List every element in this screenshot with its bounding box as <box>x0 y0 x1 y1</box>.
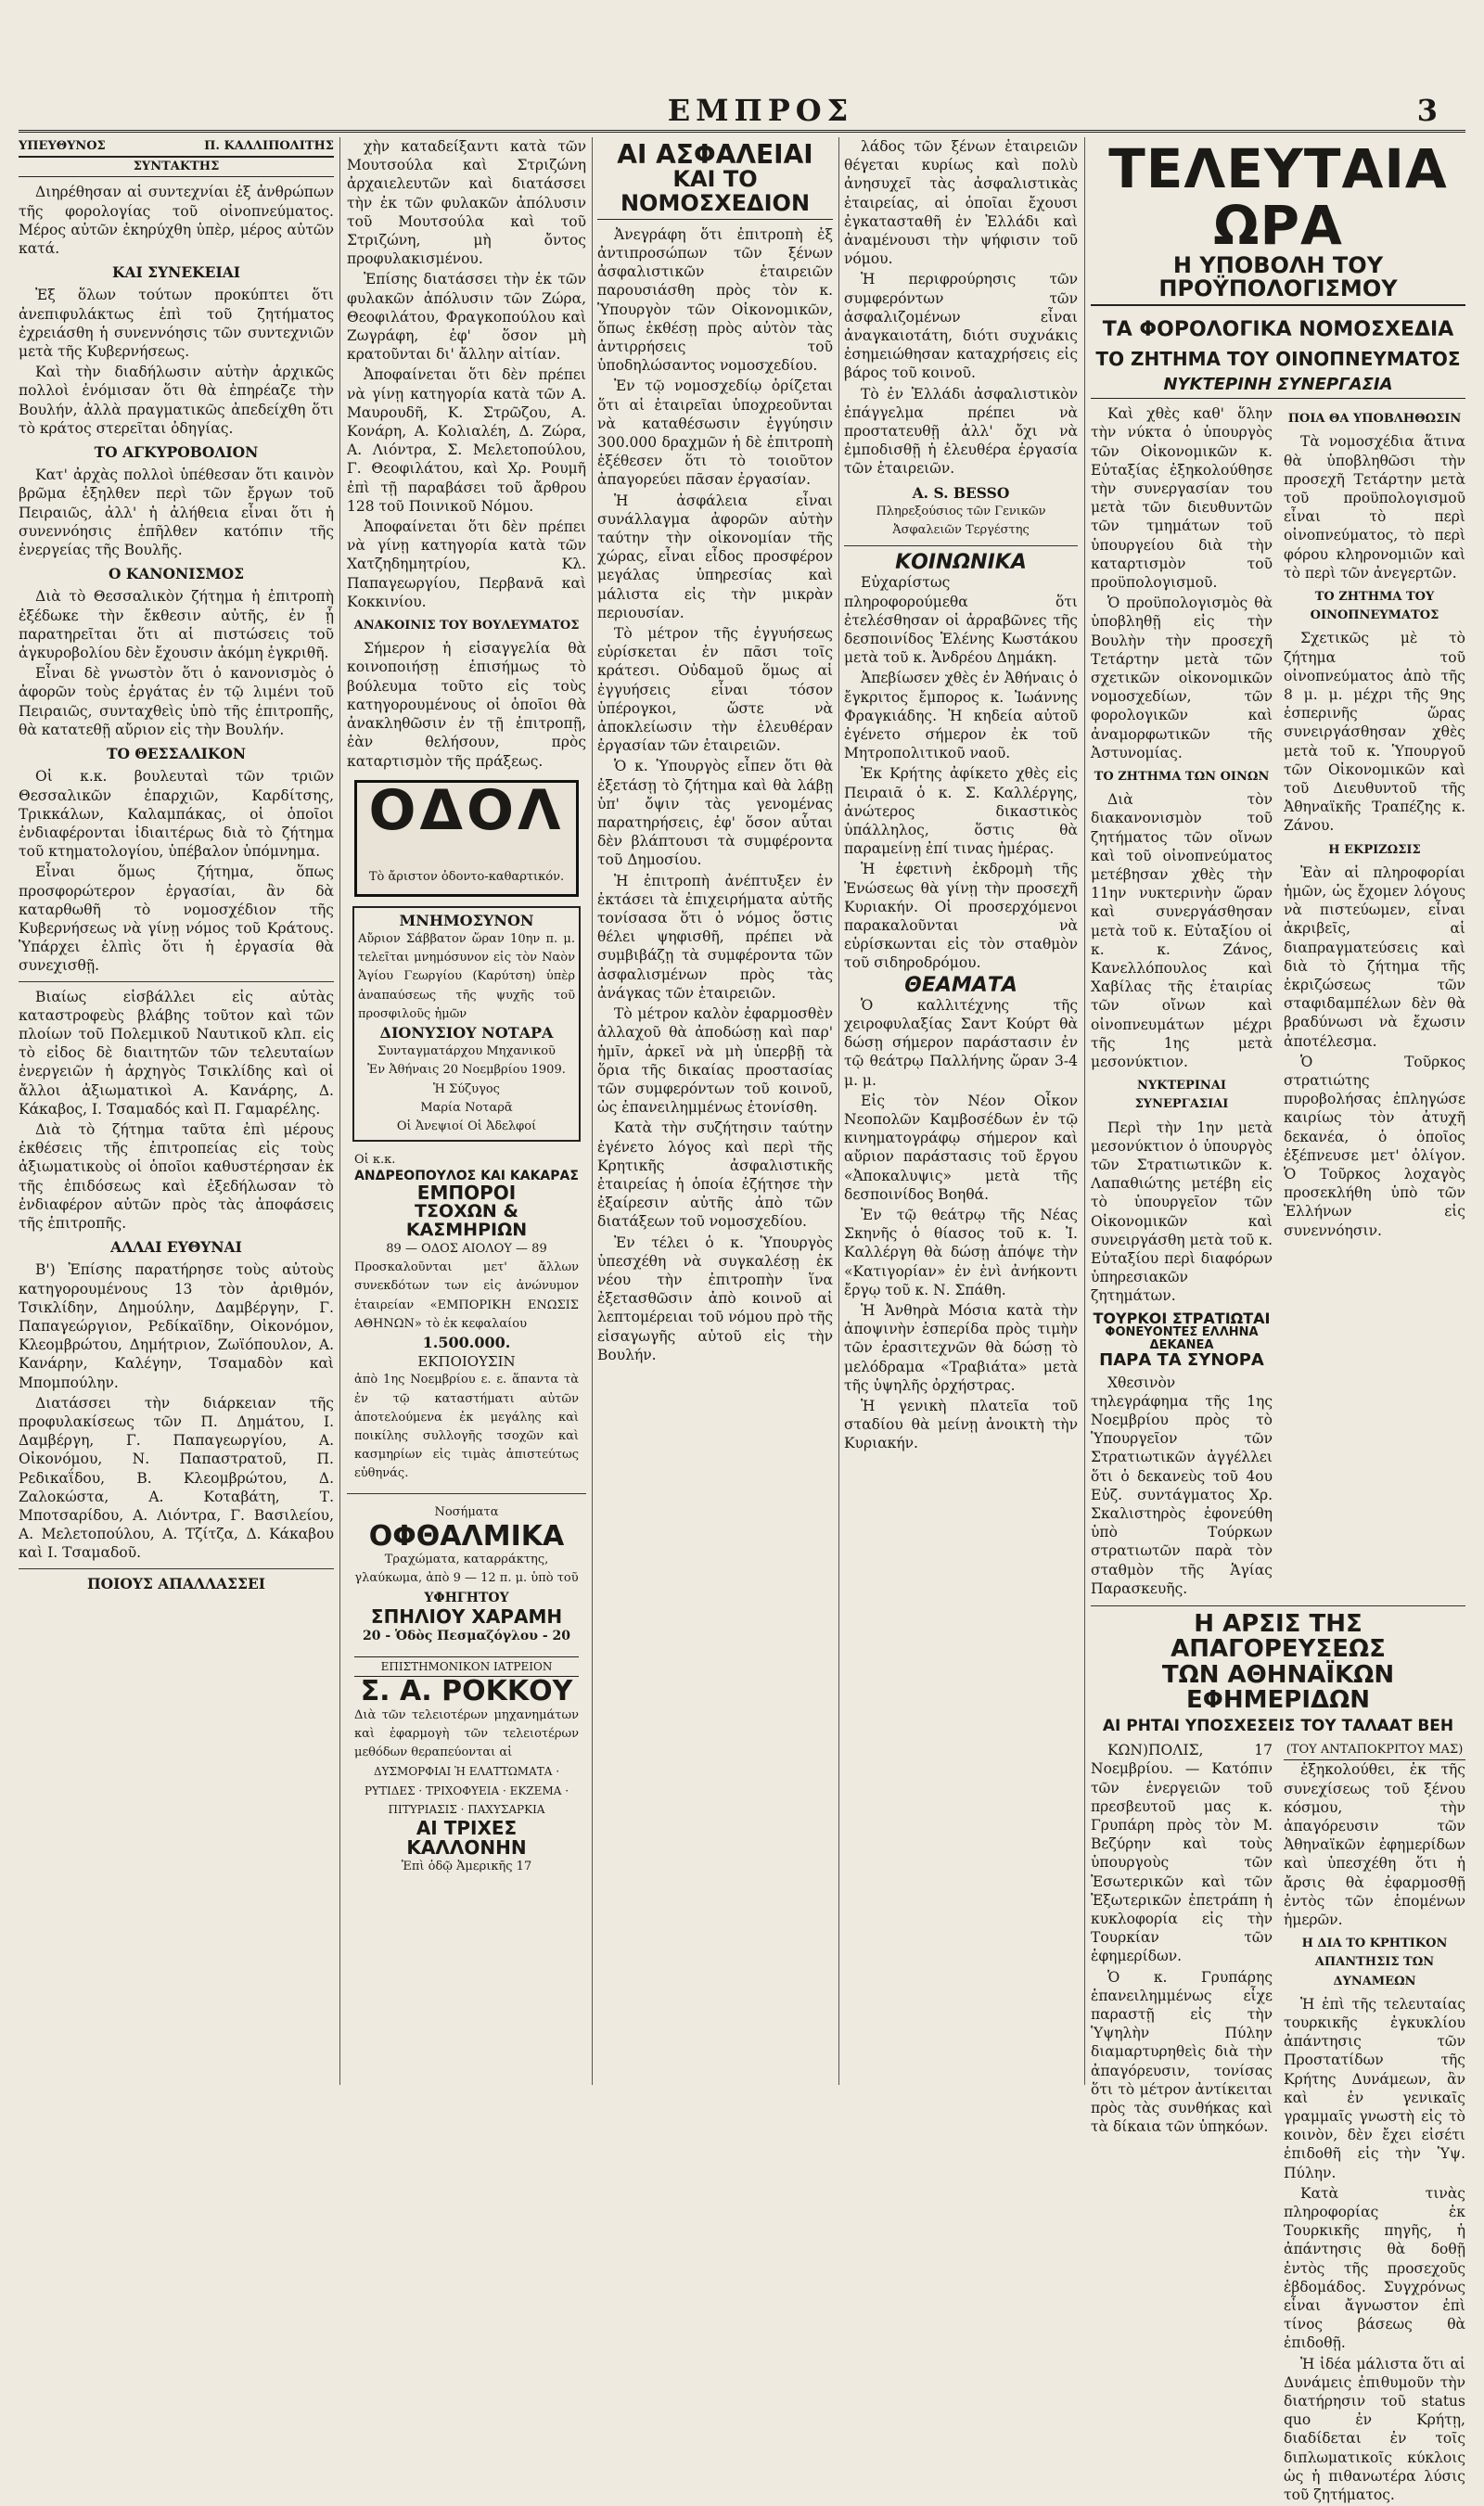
section-heading: ΤΟΥΡΚΟΙ ΣΤΡΑΤΙΩΤΑΙ <box>1093 1309 1271 1327</box>
cloth-advertisement <box>352 1149 581 1485</box>
memorial-text: Αὔριον Σάββατον ὥραν 10ην π. μ. τελεῖται μνημόσυνον εἰς τὸν Ναὸν Ἁγίου Γεωργίου (Καρύτση) ὑπὲρ ἀναπαύσεως τῆς ψυχῆς τοῦ προσφιλοῦς ἡμῶν <box>358 931 575 1021</box>
left-subcolumn <box>1091 1741 1273 2506</box>
left-subcolumn <box>1091 404 1273 1600</box>
paragraph: Διηρέθησαν αἱ συντεχνίαι ἐξ ἀνθρώπων τῆς φορολογίας τοῦ οἰνοπνεύματος. Μέρος αὐτῶν ἐκηρύχθη ὑπὲρ, μέρος αὐτῶν κατά. <box>19 184 334 258</box>
paragraph: Εἶναι δὲ γνωστὸν ὅτι ὁ κανονισμὸς ὁ ἀφορῶν τοὺς ἐργάτας ἐν τῷ λιμένι τοῦ Πειραιῶς, συνταχθεὶς ὑπὸ τῆς ἐπιτροπῆς, θὰ κατατεθῇ αὔριον εἰς τὴν Βουλήν. <box>19 665 334 738</box>
ad-heading: ΕΜΠΟΡΟΙ <box>416 1182 517 1205</box>
paragraph: Ἐν τῷ θεάτρῳ τῆς Νέας Σκηνῆς ὁ θίασος τοῦ κ. Ἰ. Καλλέργη θὰ δώσῃ ἀπόψε τὴν «Κατιγορίαν» ἐν ἑνὶ ἀνήκοντι ἔργῳ τοῦ κ. Ν. Σπάθη. <box>844 1206 1078 1298</box>
article-subheadline: ΑΙ ΡΗΤΑΙ ΥΠΟΣΧΕΣΕΙΣ ΤΟΥ ΤΑΛΑΑΤ ΒΕΗ <box>1102 1717 1454 1736</box>
paragraph: Κατὰ τὴν συζήτησιν ταύτην ἐγένετο λόγος καὶ περὶ τῆς Κρητικῆς ἀσφαλιστικῆς ἑταιρείας ἡ ὁποία ἐζήτησε τὴν ἐξαίρεσιν αὐτῆς ἀπὸ τῶν διατάξεων τοῦ νομοσχεδίου. <box>597 1119 833 1231</box>
paragraph: Βιαίως εἰσβάλλει εἰς αὐτὰς καταστροφεὺς βλάβης τοῦτον καὶ τῶν πλοίων τοῦ Πολεμικοῦ Ναυτικοῦ κλπ. εἰς τὸ εἰδος δὲ διαιτητῶν τῶν τελευταίων ἐνεργειῶν ἡ ἀρχηγὸς Τσικλίδης καὶ οἱ ἄλλοι ἀξιωματικοὶ Α. Κανάρης, Δ. Κάκαβος, Ι. Τσαμαδός καὶ Π. Γαμαρέλης. <box>19 988 334 1118</box>
ad-text: ἀπὸ 1ης Νοεμβρίου ε. ε. ἅπαντα τὰ ἐν τῷ καταστήματι αὐτῶν ἀποτελούμενα ἐκ μεγάλης καὶ ποικίλης συλλογῆς τσοχῶν καὶ κασμηρίων εἰς τιμὰς ἀπιστεύτως εὐθηνάς. <box>354 1373 579 1481</box>
paragraph: Διὰ τὸ ζήτημα ταῦτα ἐπὶ μέρους ἐκθέσεις τῆς ἐπιτροπείας εἰς τοὺς ἀξιωματικοὺς οἱ ὁποῖοι καθυστέρησαν ἐκ τῆς ἐπιδόσεως καὶ ἐξεδήλωσαν τὸ ἐνδιαφέρον αὐτῶν πρὸς τὰς ἀποφάσεις τῆς ἐπιτροπῆς. <box>19 1120 334 1232</box>
section-heading: ΤΟ ΖΗΤΗΜΑ ΤΟΥ ΟΙΝΟΠΝΕΥΜΑΤΟΣ <box>1310 589 1439 623</box>
article-headline: ΚΑΙ ΤΟ ΝΟΜΟΣΧΕΔΙΟΝ <box>597 168 833 219</box>
editor-role: ΣΥΝΤΑΚΤΗΣ <box>19 158 334 177</box>
paragraph: Ὁ κ. Γρυπάρης ἐπανειλημμένως εἶχε παραστῇ εἰς τὴν Ὑψηλὴν Πύλην διαμαρτυρηθεὶς διὰ τὴν ἀπαγόρευσιν, τονίσας ὅτι τὸ μέτρον ἀντίκειται πρὸς τὰς συνθήκας καὶ τὰ δίκαια τῶν ὑπηκόων. <box>1091 1968 1273 2136</box>
section-heading: ΘΕΑΜΑΤΑ <box>904 973 1017 997</box>
paragraph: Ἀνεγράφη ὅτι ἐπιτροπὴ ἐξ ἀντιπροσώπων τῶν ξένων ἀσφαλιστικῶν ἑταιρειῶν παρουσιάσθη πρὸς τὸν κ. Ὑπουργὸν τῶν Οἰκονομικῶν, ὅπως ἐκθέσῃ πρὸς αὐτὸν τὰς ἀντιρρήσεις τοῦ ὑποδηλώσαντος νομοσχεδίου. <box>597 225 833 375</box>
paragraph: Ἀποφαίνεται ὅτι δὲν πρέπει νὰ γίνῃ κατηγορία κατὰ τῶν Χατζηδημητρίου, Κλ. Παπαγεωργίου, Περβανᾶ καὶ Κοκκινίου. <box>347 518 586 610</box>
paragraph: Ἀποφαίνεται ὅτι δὲν πρέπει νὰ γίνῃ κατηγορία κατὰ τῶν Α. Μαυρουδῆ, Κ. Στρῶζου, Α. Κονάρη, Α. Κολιαλέη, Δ. Ζώρα, Α. Λιόντρα, Σ. Μελετοπούλου, Γ. Θεοφιλάτου, καὶ Χρ. Ρουμῆ ἐπὶ τῇ παραβάσει τοῦ ἄρθρου 128 τοῦ Ποινικοῦ Νόμου. <box>347 366 586 515</box>
section-heading: ΤΟ ΖΗΤΗΜΑ ΤΩΝ ΟΙΝΩΝ <box>1094 770 1270 784</box>
section-heading: ΚΟΙΝΩΝΙΚΑ <box>895 551 1027 575</box>
eye-clinic-advertisement <box>352 1502 581 1648</box>
paragraph: Εἰς τὸν Νέον Οἶκον Νεοπολῶν Καμβοσέδων ἐν τῷ κινηματογράφῳ σήμερον καὶ αὔριον παράστασις τοῦ ἔργου «Ἀποκαλυψις» μετὰ τῆς δεσποινίδος Βοηθά. <box>844 1092 1078 1203</box>
paragraph: Σήμερον ἡ εἰσαγγελία θὰ κοινοποιήσῃ ἐπισήμως τὸ βούλευμα τοῦτο εἰς τοὺς κατηγορουμένους οἱ ὁποῖοι θὰ ἀνακληθῶσιν ἐν τῇ ἐπιτροπῇ, ἐὰν θελήσουν, πρὸς καταρτισμὸν τῆς πράξεως. <box>347 640 586 770</box>
ad-heading: ΕΠΙΣΤΗΜΟΝΙΚΟΝ ΙΑΤΡΕΙΟΝ <box>354 1656 579 1677</box>
memorial-signature: Ἡ Σύζυγος <box>433 1081 500 1096</box>
paragraph: Οἱ κ.κ. βουλευταὶ τῶν τριῶν Θεσσαλικῶν ἐπαρχιῶν, Καρδίτσης, Τρικκάλων, Καλαμπάκας, οἱ ὁποῖοι ἐνδιαφέρονται ἰδιαιτέρως διὰ τὸ ζήτημα τοῦ κτηματολογίου, ὑπέβαλον ὑπόμνημα. <box>19 768 334 861</box>
memorial-notice <box>352 906 581 1142</box>
main-headline: ΤΕΛΕΥΤΑΙΑ ΩΡΑ <box>1108 137 1448 257</box>
memorial-name: ΔΙΟΝΥΣΙΟΥ ΝΟΤΑΡΑ <box>379 1023 554 1042</box>
divider <box>19 1568 334 1569</box>
correspondent-credit: (ΤΟΥ ΑΝΤΑΠΟΚΡΙΤΟΥ ΜΑΣ) <box>1284 1741 1465 1760</box>
paragraph: Καὶ τὴν διαδήλωσιν αὐτὴν ἀρχικῶς πολλοὶ ἐνόμισαν ὅτι θὰ ἐπηρέαζε τὴν Βουλήν, ἀλλὰ πραγματικῶς ἀπεδείχθη ὅτι τὸ κράτος στερεῖται ὁδηγίας. <box>19 364 334 437</box>
paragraph: Ἐὰν αἱ πληροφορίαι ἡμῶν, ὡς ἔχομεν λόγους νὰ πιστεύωμεν, εἶναι ἀκριβεῖς, αἱ διαπραγματεύσεις καὶ διὰ τὸ ζήτημα τῆς ἐκριζώσεως τῶν σταφιδαμπέλων δὲν θὰ βραδύνωσι νὰ ἔχωσιν ἀποτέλεσμα. <box>1284 863 1465 1050</box>
ad-text: Διὰ τῶν τελειοτέρων μηχανημάτων καὶ ἐφαρμογὴ τῶν τελειοτέρων μεθόδων θεραπεύονται αἱ <box>354 1707 579 1760</box>
paragraph: Διατάσσει τὴν διάρκειαν τῆς προφυλακίσεως τῶν Π. Δημάτου, Ι. Δαμβέργη, Γ. Παπαγεωργίου, Α. Οἰκονόμου, Ν. Παπαστρατοῦ, Π. Ρεδικαΐδου, Β. Κλεομβρώτου, Δ. Ζαλοκώστα, Α. Κοταβάτη, Τ. Μποτσαρίδου, Α. Λιόντρα, Γ. Βασιλείου, Α. Μελετοπούλου, Α. Τζίτζα, Δ. Κάκαβου καὶ Ι. Τσαμαδοῦ. <box>19 1394 334 1562</box>
article-headline: ΤΩΝ ΑΘΗΝΑΪΚΩΝ ΕΦΗΜΕΡΙΔΩΝ <box>1161 1660 1395 1714</box>
section-heading: ΝΥΚΤΕΡΙΝΑΙ ΣΥΝΕΡΓΑΣΙΑΙ <box>1134 1079 1229 1112</box>
editor-line <box>19 137 334 158</box>
memorial-date: Ἐν Ἀθήναις 20 Νοεμβρίου 1909. <box>367 1063 566 1078</box>
article-headline: Η ΑΡΣΙΣ ΤΗΣ ΑΠΑΓΟΡΕΥΣΕΩΣ <box>1171 1610 1386 1664</box>
section-heading: ΤΟ ΘΕΣΣΑΛΙΚΟΝ <box>106 745 247 763</box>
paragraph: Ἡ ἐφετινὴ ἐκδρομὴ τῆς Ἐνώσεως θὰ γίνῃ τὴν προσεχῆ Κυριακήν. Οἱ προσερχόμενοι παρακαλοῦνται νὰ εὑρίσκωνται εἰς τὸν σταθμὸν τοῦ σιδηροδρόμου. <box>844 861 1078 972</box>
memorial-signature: Μαρία Νοταρᾶ <box>420 1100 513 1115</box>
ad-address: Ἐπὶ ὁδῷ Ἀμερικῆς 17 <box>401 1859 532 1873</box>
odol-advertisement <box>354 777 579 897</box>
section-heading: ΠΑΡΑ ΤΑ ΣΥΝΟΡΑ <box>1099 1349 1264 1370</box>
ad-heading: Σ. Α. ΡΟΚΚΟΥ <box>360 1675 573 1708</box>
paragraph: Ὁ Τοῦρκος στρατιώτης πυροβολήσας ἐπληγώσε καιρίως τὸν ἀτυχῆ δεκανέα, ὁ ὁποῖος ἐξέπνευσε μετ' ὀλίγον. Ὁ Τοῦρκος λοχαγὸς προσεκλήθη ὑπὸ τῶν Ἑλλήνων εἰς συνεννόησιν. <box>1284 1053 1465 1239</box>
section-heading: ΤΟ ΑΓΚΥΡΟΒΟΛΙΟΝ <box>94 443 259 462</box>
paragraph: Τὸ μέτρον τῆς ἐγγυήσεως εὑρίσκεται ἐν πᾶσι τοῖς κράτεσι. Οὐδαμοῦ ὅμως αἱ ἐγγυήσεις εἶναι τόσον ὑπέρογκοι, ὥστε νὰ ἀποκλείωσιν τὴν ἐλευθέραν ἐργασίαν τῶν ἑταιρειῶν. <box>597 625 833 755</box>
paragraph: Ἡ ἰδέα μάλιστα ὅτι αἱ Δυνάμεις ἐπιθυμοῦν τὴν διατήρησιν τοῦ status quo ἐν Κρήτῃ, διαδίδεται ἐν τοῖς διπλωματικοῖς κύκλοις ὡς ἡ πιθανωτέρα λύσις τοῦ ζητήματος. <box>1284 2355 1465 2504</box>
sub-headline: ΤΟ ΖΗΤΗΜΑ ΤΟΥ ΟΙΝΟΠΝΕΥΜΑΤΟΣ <box>1095 348 1461 371</box>
section-heading: Ο ΚΑΝΟΝΙΣΜΟΣ <box>108 565 245 583</box>
paragraph: Τὰ νομοσχέδια ἅτινα θὰ ὑποβληθῶσι τὴν προσεχῆ Τετάρτην μετὰ τοῦ προϋπολογισμοῦ εἶναι τὸ περὶ οἰνοπνεύματος, τὸ περὶ φόρου κληρονομιῶν καὶ τὸ περὶ τῶν ἀνεγερτῶν. <box>1284 433 1465 582</box>
column-1 <box>19 137 334 2085</box>
ad-text: Προσκαλοῦνται μετ' ἄλλων συνεκδότων των εἰς ἀνώνυμον ἑταιρείαν «ΕΜΠΟΡΙΚΗ ΕΝΩΣΙΣ ΑΘΗΝΩΝ» τὸ ἐκ κεφαλαίου <box>354 1260 579 1331</box>
memorial-signature: Οἱ Ἀνεψιοί Οἱ Ἀδελφοί <box>396 1119 537 1133</box>
paragraph: Β') Ἐπίσης παρατήρησε τοὺς αὐτοὺς κατηγορουμένους 13 τὸν ἀριθμόν, Τσικλίδην, Δημούλην, Δαμβέργην, Γ. Παπαγεώργιον, Ρεδίκαϊδην, Οἰκονόμον, Κλεομβρώτου, Δημήτριον, Ζωϊόπουλον, Α. Κανάρην, Καλέγην, Τσαμαδὸν καὶ Μπομπούλην. <box>19 1261 334 1391</box>
ad-text: Τραχώματα, καταρράκτης, γλαύκωμα, ἀπὸ 9 — 12 π. μ. ὑπὸ τοῦ <box>354 1553 579 1586</box>
ad-heading: ΟΦΘΑΛΜΙΚΑ <box>368 1519 565 1553</box>
editor-name: Π. ΚΑΛΛΙΠΟΛΙΤΗΣ <box>204 139 334 153</box>
paragraph: Καὶ χθὲς καθ' ὅλην τὴν νύκτα ὁ ὑπουργὸς τῶν Οἰκονομικῶν κ. Εὐταξίας ἐξηκολούθησε τὴν συνεργασίαν του μετὰ τῶν διευθυντῶν τῶν τμημάτων τοῦ ὑπουργείου διὰ τὴν καταρτισμὸν τοῦ προϋπολογισμοῦ. <box>1091 405 1273 591</box>
section-heading: ΚΑΙ ΣΥΝΕΚΕΙΑΙ <box>112 263 240 282</box>
ad-text: Οἱ κ.κ. <box>354 1153 396 1168</box>
two-column-block <box>1091 404 1465 1600</box>
paragraph: Χθεσινὸν τηλεγράφημα τῆς 1ης Νοεμβρίου πρὸς τὸ Ὑπουργεῖον τῶν Στρατιωτικῶν ἀγγέλλει ὅτι ὁ δεκανεὺς τοῦ 4ου Εὐζ. συντάγματος Χρ. Σκαλιστηρὸς ἐφονεύθη ὑπὸ Τούρκων στρατιωτῶν παρὰ τὸν σταθμὸν τῆς Ἁγίας Παρασκευῆς. <box>1091 1374 1273 1597</box>
section-heading: ΦΟΝΕΥΟΝΤΕΣ ΕΛΛΗΝΑ ΔΕΚΑΝΕΑ <box>1105 1325 1259 1353</box>
ad-heading: ΥΦΗΓΗΤΟΥ <box>424 1590 509 1605</box>
editor-label: ΥΠΕΥΘΥΝΟΣ <box>19 139 106 153</box>
ad-text: Νοσήματα <box>434 1504 499 1519</box>
column-2 <box>347 137 586 2085</box>
paragraph: χὴν καταδείξαντι κατὰ τῶν Μουτσούλα καὶ Στριζώνη ἀρχαιελευτῶν καὶ διατάσσει τὴν ἐκ τῶν φυλακῶν ἀπόλυσιν τοῦ Μουτσούλα καὶ τοῦ Στριζώνη, μὴ ὄντος προφυλακισμένου. <box>347 138 586 268</box>
odol-slogan: Τὸ ἄριστον ὀδοντο-καθαρτικόν. <box>368 869 565 884</box>
paragraph: Ἡ ἀσφάλεια εἶναι συνάλλαγμα ἀφορῶν αὐτὴν ταύτην τὴν οἰκονομίαν τῆς χώρας, εἶναι εἶδος προσφέρον μεγάλας ὑπηρεσίας καὶ μάλιστα εἰς τὴν μικρὰν περιουσίαν. <box>597 492 833 621</box>
paragraph: Ἀπεβίωσεν χθὲς ἐν Ἀθήναις ὁ ἔγκριτος ἔμπορος κ. Ἰωάννης Φραγκιάδης. Ἡ κηδεία αὐτοῦ ἐγένετο σήμερον ἐκ τοῦ Μητροπολιτικοῦ ναοῦ. <box>844 670 1078 762</box>
paragraph: Ἐξ ὅλων τούτων προκύπτει ὅτι ἀνεπιφυλάκτως ἐπὶ τοῦ ζητήματος ἐχρειάσθη ἡ συνεννόησις τῶν συντεχνιῶν μετὰ τῆς Κυβερνήσεως. <box>19 287 334 361</box>
signature-role: Πληρεξούσιος τῶν Γενικῶν Ἀσφαλειῶν Τεργέστης <box>876 504 1046 538</box>
page-number: 3 <box>1416 93 1438 128</box>
paragraph: Ὁ προϋπολογισμὸς θὰ ὑποβληθῇ εἰς τὴν Βουλὴν τὴν προσεχῆ Τετάρτην μετὰ τῶν σχετικῶν οἰκονομικῶν νομοσχεδίων, τῶν φορολογικῶν καὶ ἀναμορφωτικῶν τῆς Ἀστυνομίας. <box>1091 595 1273 761</box>
signature-name: A. S. BESSO <box>912 483 1010 502</box>
ad-address: 89 — ΟΔΟΣ ΑΙΟΛΟΥ — 89 <box>386 1241 547 1256</box>
right-subcolumn <box>1284 1741 1465 2506</box>
ad-heading: ΑΝΔΡΕΟΠΟΥΛΟΣ ΚΑΙ ΚΑΚΑΡΑΣ <box>354 1169 579 1184</box>
ad-address: 20 - Ὁδὸς Πεσμαζόγλου - 20 <box>362 1628 571 1643</box>
section-heading: Η ΕΚΡΙΖΩΣΙΣ <box>1328 842 1421 857</box>
paragraph: Ἡ γενικὴ πλατεῖα τοῦ σταδίου θὰ μείνῃ ἀνοικτὴ τὴν Κυριακήν. <box>844 1397 1078 1452</box>
paragraph: Τὸ μέτρον καλὸν ἐφαρμοσθὲν ἀλλαχοῦ θὰ ἀποδώσῃ καὶ παρ' ἡμῖν, ἀρκεῖ νὰ μὴ ὑπερβῇ τὰ ὅρια τῆς δικαίας προστασίας τῶν συμφερόντων τοῦ κοινοῦ, ὡς ἐπανειλημμένως ἐτονίσθη. <box>597 1005 833 1117</box>
ad-heading: ΤΣΟΧΩΝ & ΚΑΣΜΗΡΙΩΝ <box>405 1201 528 1240</box>
two-column-block <box>1091 1741 1465 2506</box>
paragraph: Ἐκ Κρήτης ἀφίκετο χθὲς εἰς Πειραιᾶ ὁ κ. Σ. Καλλέργης, ἀνώτερος δικαστικὸς ὑπάλληλος, ὅστις θὰ παραμείνῃ ἐπί τινας ἡμέρας. <box>844 765 1078 858</box>
divider <box>1091 1605 1465 1606</box>
article-headline: ΑΙ ΑΣΦΑΛΕΙΑΙ <box>617 139 813 170</box>
paragraph: Ἡ ἐπιτροπὴ ἀνέπτυξεν ἐν ἐκτάσει τὰ ἐπιχειρήματα αὐτῆς τονίσασα ὅτι ὁ νόμος ὅστις θέλει ψηφισθῆ, πρέπει νὰ συμβιβάζῃ τὰ συμφέροντα τῶν ἀσφαλισμένων πρὸς τὰς ἀνάγκας τῶν ἑταιρειῶν. <box>597 872 833 1002</box>
ad-heading: ΕΚΠΟΙΟΥΣΙΝ <box>417 1353 516 1371</box>
paragraph: Κατ' ἀρχὰς πολλοὶ ὑπέθεσαν ὅτι καινὸν βρῶμα ἐξηλθεν περὶ τῶν ἔργων τοῦ Πειραιῶς, ἀλλ' ἡ ἀλήθεια εἶναι ὅτι ἡ συνεννόησις ἐπῆλθεν κατόπιν τῆς ἐνεργείας τῆς Βουλῆς. <box>19 467 334 559</box>
paragraph: Ἡ ἐπὶ τῆς τελευταίας τουρκικῆς ἐγκυκλίου ἀπάντησις τῶν Προστατίδων τῆς Κρήτης Δυνάμεων, ἂν καὶ ἐν γενικαῖς γραμμαῖς γνωστὴ εἰς τὸ κοινὸν, δὲν ἔχει εἰσέτι ἐπιδοθῆ εἰς τὴν Ὑψ. Πύλην. <box>1284 1995 1465 2181</box>
ad-heading: ΣΠΗΛΙΟΥ ΧΑΡΑΜΗ <box>370 1605 563 1628</box>
paragraph: Εἶναι ὅμως ζήτημα, ὅπως προσφορώτερον ἐργασίαι, ἂν δὰ καταρθωθῆ τὸ νομοσχέδιον τῆς Κυβερνήσεως νὰ γίνῃ νόμος τοῦ Κράτους. Ὑπάρχει ἐλπὶς ὅτι ἡ ἐργασία θὰ συνεχισθῇ. <box>19 863 334 975</box>
ad-heading: ΚΑΛΛΟΝΗΝ <box>406 1835 527 1859</box>
paragraph: Διὰ τὸ Θεσσαλικὸν ζήτημα ἡ ἐπιτροπὴ ἐξέδωκε τὴν ἔκθεσιν αὐτῆς, ἐν ᾗ παρατηρεῖται ὅτι αἱ πιστώσεις τοῦ ἀγκυροβολίου δὲν ἔχουσιν ἀκόμη ἐγκριθῆ. <box>19 588 334 662</box>
sub-headline: ΝΥΚΤΕΡΙΝΗ ΣΥΝΕΡΓΑΣΙΑ <box>1091 377 1465 399</box>
section-heading: ΑΝΑΚΟΙΝΙΣ ΤΟΥ ΒΟΥΛΕΥΜΑΤΟΣ <box>353 619 580 633</box>
memorial-title: ΜΝΗΜΟΣΥΝΟΝ <box>399 911 534 929</box>
paragraph: Σχετικῶς μὲ τὸ ζήτημα τοῦ οἰνοπνεύματος ἀπὸ τῆς 8 μ. μ. μέχρι τῆς 9ης ἐσπερινῆς ὥρας συνειργάσθησαν χθὲς μετὰ τοῦ κ. Ὑπουργοῦ τῶν Οἰκονομικῶν καὶ τοῦ Διευθυντοῦ τῆς Ἀθηναϊκῆς Τραπέζης κ. Ζάνου. <box>1284 630 1465 835</box>
paragraph: ἐξηκολούθει, ἐκ τῆς συνεχίσεως τοῦ ξένου κόσμου, τὴν ἀπαγόρευσιν τῶν Ἀθηναϊκῶν ἐφημερίδων καὶ ὑπεσχέθη ὅτι ἡ ἄρσις θὰ ἐφαρμοσθῇ ἐντὸς τῶν ἑπομένων ἡμερῶν. <box>1284 1761 1465 1928</box>
paragraph: Ἐν τέλει ὁ κ. Ὑπουργὸς ὑπεσχέθη νὰ συγκαλέσῃ ἐκ νέου τὴν ἐπιτροπὴν ἵνα ἐξετασθῶσιν ἀπὸ κοινοῦ αἱ λεπτομέρειαι τοῦ νόμου πρὸ τῆς εἰσαγωγῆς αὐτοῦ εἰς τὴν Βουλήν. <box>597 1234 833 1363</box>
divider <box>19 981 334 982</box>
right-subcolumn <box>1284 404 1465 1600</box>
column-4 <box>844 137 1078 2085</box>
paragraph: Περὶ τὴν 1ην μετὰ μεσονύκτιον ὁ ὑπουργὸς τῶν Στρατιωτικῶν κ. Λαπαθιώτης μετέβη εἰς τὸ ὑπουργεῖον τῶν Οἰκονομικῶν καὶ συνειργάσθη μετὰ τοῦ κ. Εὐταξίου περὶ διαφόρων ὑπηρεσιακῶν ζητημάτων. <box>1091 1119 1273 1305</box>
newspaper-title: ΕΜΠΡΟΣ <box>667 93 854 128</box>
section-heading: ΑΛΛΑΙ ΕΥΘΥΝΑΙ <box>110 1238 242 1257</box>
paragraph: Ὁ καλλιτέχνης τῆς χειροφυλαξίας Σαντ Κούρτ θὰ δώσῃ σήμερον παράστασιν ἐν τῷ θεάτρῳ Παλλήνης ὥραν 3-4 μ. μ. <box>844 996 1078 1089</box>
ad-list: ΔΥΣΜΟΡΦΙΑΙ Ἡ ΕΛΑΤΤΩΜΑΤΑ · ΡΥΤΙΔΕΣ · ΤΡΙΧΟΦΥΕΙΑ · ΕΚΖΕΜΑ · ΠΙΤΥΡΙΑΣΙΣ · ΠΑΧΥΣΑΡΚΙΑ <box>364 1765 569 1816</box>
paragraph: Ἐν τῷ νομοσχεδίῳ ὁρίζεται ὅτι αἱ ἑταιρεῖαι ὑποχρεοῦνται νὰ καταθέσωσιν ἐγγύησιν 300.000 δραχμῶν ἡ δὲ ἐπιτροπὴ ἐξέθεσεν ὅτι τὸ τοιοῦτον ἀπαγορεύει πᾶσαν ἐργασίαν. <box>597 377 833 489</box>
column-5 <box>1091 137 1465 2504</box>
column-rule <box>838 137 839 2085</box>
divider <box>347 1493 586 1494</box>
sub-headline: ΤΑ ΦΟΡΟΛΟΓΙΚΑ ΝΟΜΟΣΧΕΔΙΑ <box>1102 318 1454 342</box>
divider <box>844 545 1078 546</box>
odol-logo: ΟΔΟΛ <box>368 777 565 843</box>
section-heading: ΠΟΙΟΥΣ ΑΠΑΛΛΑΣΣΕΙ <box>86 1574 266 1592</box>
paragraph: ΚΩΝ)ΠΟΛΙΣ, 17 Νοεμβρίου. — Κατόπιν τῶν ἐνεργειῶν τοῦ πρεσβευτοῦ μας κ. Γρυπάρη πρὸς τὸν Μ. Βεζύρην καὶ τοὺς ὑπουργοὺς τῶν Ἐσωτερικῶν καὶ τῶν Ἐξωτερικῶν ἐπετράπη ἡ κυκλοφορία εἰς τὴν Τουρκίαν τῶν ἐφημερίδων. <box>1091 1742 1273 1965</box>
paragraph: λάδος τῶν ξένων ἑταιρειῶν θέγεται κυρίως καὶ πολὺ ἀνησυχεῖ τὰς ἀσφαλιστικὰς ἑταιρείας, αἱ ὁποῖαι ἔχουσι ἐγκατασταθῆ ἐν Ἑλλάδι καὶ ἀναμένουσι τὴν ψήφισιν τοῦ νόμου. <box>844 138 1078 268</box>
paragraph: Ὁ κ. Ὑπουργὸς εἶπεν ὅτι θὰ ἐξετάσῃ τὸ ζήτημα καὶ θὰ λάβῃ ὑπ' ὄψιν τὰς γενομένας παρατηρήσεις, ἐφ' ὅσον αὗται δὲν βλάπτουσι τὰ συμφέροντα τοῦ Δημοσίου. <box>597 758 833 869</box>
dermatology-advertisement <box>352 1655 581 1878</box>
paragraph: Κατὰ τινὰς πληροφορίας ἐκ Τουρκικῆς πηγῆς, ἡ ἀπάντησις θὰ δοθῇ ἐντὸς τῆς προσεχοῦς ἑβδομάδος. Συγχρόνως εἶναι ἄγνωστον ἐπὶ τίνος βάσεως θὰ ἐπιδοθῇ. <box>1284 2184 1465 2352</box>
column-3 <box>597 137 833 2085</box>
column-rule <box>1084 137 1085 2085</box>
paragraph: Ἡ περιφρούρησις τῶν συμφερόντων τῶν ἀσφαλιζομένων εἶναι ἀναγκαιοτάτη, διότι συχνάκις ἐσημειώθησαν καταχρήσεις εἰς βάρος τοῦ κοινοῦ. <box>844 271 1078 382</box>
paragraph: Ἡ Ἀνθηρὰ Μόσια κατὰ τὴν ἀποψινὴν ἑσπερίδα πρὸς τιμὴν τῶν ἐρασιτεχνῶν θὰ δώσῃ τὸ μελόδραμα «Τραβιάτα» μετὰ τῆς ὑψηλῆς ὀρχήστρας. <box>844 1301 1078 1394</box>
section-heading: Η ΔΙΑ ΤΟ ΚΡΗΤΙΚΟΝ ΑΠΑΝΤΗΣΙΣ ΤΩΝ ΔΥΝΑΜΕΩΝ <box>1301 1937 1448 1988</box>
paragraph: Διὰ τὸν διακανονισμὸν τοῦ ζητήματος τῶν οἴνων καὶ τοῦ οἰνοπνεύματος μετέβησαν χθὲς τὴν 11ην νυκτερινὴν ὥραν καὶ συνεργάσθησαν μετὰ τοῦ κ. Εὐταξίου οἱ κ. κ. Ζάνος, Κανελλόπουλος καὶ Χαβίλας τῆς ἑταιρίας τῶν οἴνων καὶ οἰνοπνευμάτων μέχρι τῆς 1ης μετὰ μεσονύκτιον. <box>1091 791 1273 1071</box>
paragraph: Τὸ ἐν Ἑλλάδι ἀσφαλιστικὸν ἐπάγγελμα πρέπει νὰ προστατευθῇ ἀλλ' ὄχι νὰ ἐμποδισθῇ ἡ ἐλευθέρα ἐργασία τῶν ἑταιρειῶν. <box>844 385 1078 478</box>
memorial-role: Συνταγματάρχου Μηχανικοῦ <box>377 1044 556 1059</box>
paragraph: Εὐχαρίστως πληροφορούμεθα ὅτι ἐτελέσθησαν οἱ ἀρραβῶνες τῆς δεσποινίδος Ἑλένης Κωστάκου μετὰ τοῦ κ. Ἀνδρέου Δημάκη. <box>844 574 1078 667</box>
column-rule <box>592 137 593 2085</box>
masthead <box>19 93 1465 133</box>
column-rule <box>339 137 340 2085</box>
paragraph: Ἐπίσης διατάσσει τὴν ἐκ τῶν φυλακῶν ἀπόλυσιν τῶν Ζώρα, Θεοφιλάτου, Φραγκοπούλου καὶ Ζωγράφη, ἐφ' ὅσον μὴ κρατοῦνται δι' ἄλλην αἰτίαν. <box>347 271 586 364</box>
ad-heading: ΑΙ ΤΡΙΧΕΣ <box>416 1816 518 1839</box>
section-heading: ΠΟΙΑ ΘΑ ΥΠΟΒΛΗΘΩΣΙΝ <box>1287 412 1462 427</box>
main-headline: Η ΥΠΟΒΟΛΗ ΤΟΥ ΠΡΟΫΠΟΛΟΓΙΣΜΟΥ <box>1091 254 1465 306</box>
ad-capital: 1.500.000. <box>422 1333 511 1351</box>
